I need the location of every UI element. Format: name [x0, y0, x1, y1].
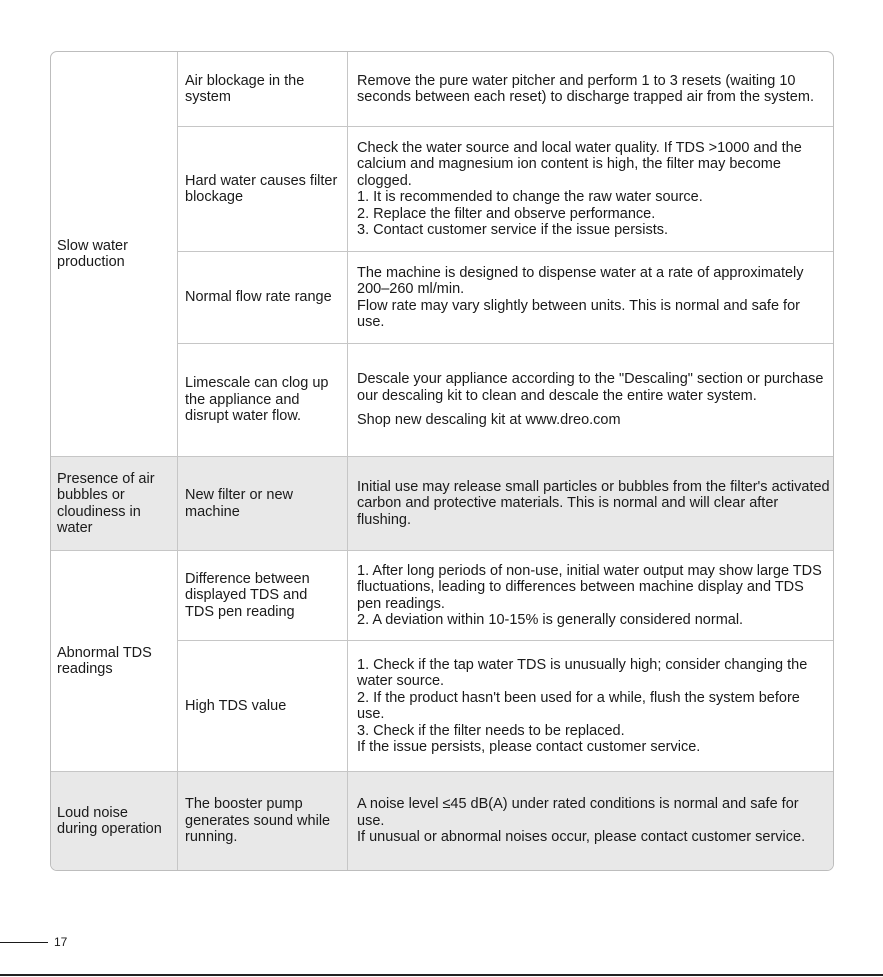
cause-text: New filter or new machine [185, 487, 293, 520]
solution-line: If the issue persists, please contact customer service. [357, 739, 701, 755]
solution-line: A noise level ≤45 dB(A) under rated conditions is normal and safe for use. [357, 796, 799, 829]
solution-cell [348, 52, 833, 127]
solution-line: Remove the pure water pitcher and perform 1 to 3 resets (waiting 10 seconds between each reset) to discharge trapped air from the system. [357, 72, 814, 105]
group-label: Loud noise during operation [57, 804, 162, 837]
solution-line: 1. Check if the tap water TDS is unusually high; consider changing the water source. [357, 656, 808, 689]
cause-cell [178, 772, 348, 870]
group-slow-water-production [51, 52, 178, 457]
page-footer [0, 934, 67, 950]
group-loud-noise [51, 772, 178, 870]
solution-line: 3. Check if the filter needs to be replaced. [357, 722, 625, 739]
solution-line: 3. Contact customer service if the issue persists. [357, 222, 669, 238]
solution-line: 1. After long periods of non-use, initial water output may show large TDS fluctuations, leading to differences between machine display and TDS pen readings. [357, 562, 822, 612]
cause-text: Normal flow rate range [185, 289, 332, 306]
group-label: Abnormal TDS readings [57, 644, 152, 677]
cause-text: Hard water causes filter blockage [185, 172, 338, 205]
solution-cell [348, 641, 833, 772]
solution-cell [348, 127, 833, 252]
footer-rule [0, 942, 48, 943]
cause-text: Air blockage in the system [185, 72, 305, 105]
solution-line: 1. It is recommended to change the raw water source. [357, 189, 703, 205]
solution-line: Flow rate may vary slightly between units. This is normal and safe for use. [357, 297, 800, 330]
cause-text: The booster pump generates sound while running. [185, 796, 331, 846]
group-label: Slow water production [57, 237, 128, 270]
troubleshooting-table [50, 51, 834, 871]
bottom-divider [0, 974, 883, 976]
solution-line: The machine is designed to dispense water at a rate of approximately 200–260 ml/min. [357, 264, 804, 297]
solution-cell [348, 551, 833, 641]
cause-cell [178, 252, 348, 344]
group-air-bubbles [51, 457, 178, 551]
cause-text: Difference between displayed TDS and TDS pen reading [185, 570, 310, 620]
solution-cell [348, 252, 833, 344]
solution-line: Descale your appliance according to the "Descaling" section or purchase our descaling kit to clean and descale the entire water system. [357, 371, 824, 404]
cause-text: High TDS value [185, 697, 287, 714]
solution-line: 2. If the product hasn't been used for a while, flush the system before use. [357, 689, 800, 722]
solution-cell [348, 457, 833, 551]
page-number: 17 [54, 935, 68, 949]
cause-cell [178, 641, 348, 772]
solution-line: If unusual or abnormal noises occur, please contact customer service. [357, 829, 806, 846]
cause-cell [178, 344, 348, 457]
cause-cell [178, 457, 348, 551]
solution-cell [348, 772, 833, 870]
solution-line: Initial use may release small particles or bubbles from the filter's activated carbon and protective materials. This is normal and will clear after flushing. [357, 478, 830, 528]
group-abnormal-tds [51, 551, 178, 772]
cause-cell [178, 127, 348, 252]
cause-cell [178, 52, 348, 127]
solution-line: 2. A deviation within 10-15% is generally considered normal. [357, 612, 744, 628]
group-label: Presence of air bubbles or cloudiness in water [57, 470, 155, 536]
solution-cell [348, 344, 833, 457]
solution-line: 2. Replace the filter and observe performance. [357, 205, 656, 222]
shop-link-text: Shop new descaling kit at www.dreo.com [357, 412, 621, 429]
cause-text: Limescale can clog up the appliance and disrupt water flow. [185, 375, 329, 425]
cause-cell [178, 551, 348, 641]
solution-line: Check the water source and local water quality. If TDS >1000 and the calcium and magnesium ion content is high, the filter may become clogged. [357, 139, 802, 189]
